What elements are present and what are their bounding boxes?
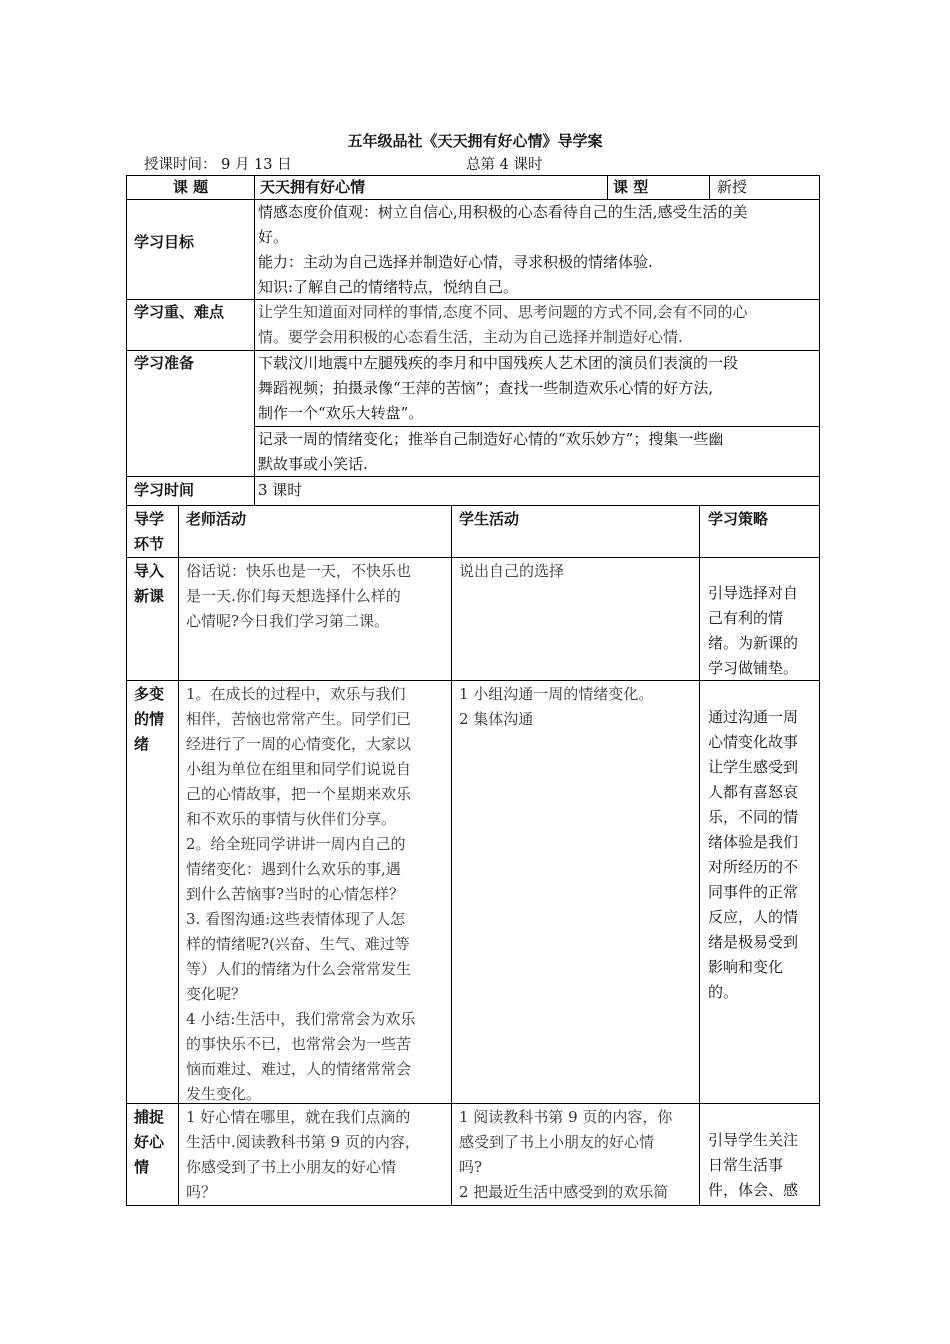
strategy-line: 对所经历的不 <box>708 858 799 876</box>
strategy-line: 人都有喜怒哀 <box>708 783 799 801</box>
stage-line: 捕捉 <box>134 1108 165 1126</box>
col-stage-line: 导学 <box>134 510 165 528</box>
student-line: 2 集体沟通 <box>459 710 534 728</box>
row-strategy <box>708 705 820 1005</box>
strategy-line: 乐，不同的情 <box>708 808 799 826</box>
strategy-line: 同事件的正常 <box>708 883 799 901</box>
strategy-line: 学习做铺垫。 <box>708 659 799 677</box>
prep-label: 学习准备 <box>134 354 195 372</box>
teacher-line: 3. 看图沟通:这些表情体现了人怎 <box>186 910 406 928</box>
keypoints-label: 学习重、难点 <box>134 303 225 321</box>
goals-content <box>258 200 820 299</box>
stage-line: 多变 <box>134 685 165 703</box>
row-stage <box>134 682 178 757</box>
keypoints-line: 让学生知道面对同样的事情,态度不同、思考问题的方式不同,会有不同的心 <box>258 303 748 321</box>
stage-line: 情 <box>134 1158 150 1176</box>
col-stage-header <box>134 507 178 557</box>
teacher-line: 等）人们的情绪为什么会常常发生 <box>186 960 412 978</box>
teacher-line: 恼而难过、难过，人的情绪常常会 <box>186 1060 412 1078</box>
row-strategy <box>708 1128 820 1203</box>
student-line: 吗? <box>459 1158 483 1176</box>
document-title: 五年级品社《天天拥有好心情》导学案 <box>347 132 603 150</box>
student-line: 说出自己的选择 <box>459 562 565 580</box>
goals-line: 情感态度价值观：树立自信心,用积极的心态看待自己的生活,感受生活的美 <box>258 203 748 221</box>
strategy-line: 绪。为新课的 <box>708 634 799 652</box>
stage-line: 好心 <box>134 1133 165 1151</box>
prep-line: 默故事或小笑话. <box>258 455 368 473</box>
prep-line: 舞蹈视频；拍摄录像“王萍的苦恼”；查找一些制造欢乐心情的好方法, <box>258 379 714 397</box>
strategy-line: 日常生活事 <box>708 1156 784 1174</box>
teacher-line: 生活中.阅读教科书第 9 页的内容， <box>186 1133 420 1151</box>
teacher-line: 变化呢？ <box>186 985 247 1003</box>
strategy-line: 的。 <box>708 983 739 1001</box>
row-stage <box>134 1105 178 1180</box>
student-line: 2 把最近生活中感受到的欢乐简 <box>459 1183 669 1201</box>
lesson-date: 授课时间： 9 月 13 日 <box>144 157 292 173</box>
col-strategy-header: 学习策略 <box>708 510 769 528</box>
topic-value: 天天拥有好心情 <box>260 178 366 196</box>
time-label: 学习时间 <box>134 481 195 499</box>
row-teacher <box>186 1105 450 1205</box>
teacher-line: 到什么苦恼事?当时的心情怎样？ <box>186 885 405 903</box>
goals-line: 知识:了解自己的情绪特点，悦纳自己。 <box>258 278 519 296</box>
strategy-line: 影响和变化 <box>708 958 784 976</box>
keypoints-line: 情。要学会用积极的心态看生活，主动为自己选择并制造好心情. <box>258 328 683 346</box>
teacher-line: 4 小结:生活中，我们常常会为欢乐 <box>186 1010 416 1028</box>
row-student <box>459 1105 697 1205</box>
stage-line: 的情 <box>134 710 165 728</box>
col-stage-line: 环节 <box>134 535 165 553</box>
goals-line: 能力：主动为自己选择并制造好心情，寻求积极的情绪体验. <box>258 253 653 271</box>
row-teacher <box>186 559 450 634</box>
topic-label: 课 题 <box>172 178 209 196</box>
teacher-line: 1 好心情在哪里，就在我们点滴的 <box>186 1108 411 1126</box>
strategy-line: 让学生感受到 <box>708 758 799 776</box>
strategy-line: 通过沟通一周 <box>708 708 799 726</box>
strategy-line: 件，体会、感 <box>708 1181 799 1199</box>
prep-materials-teacher <box>258 351 820 426</box>
student-line: 感受到了书上小朋友的好心情 <box>459 1133 655 1151</box>
prep-line: 制作一个“欢乐大转盘”。 <box>258 404 424 422</box>
row-stage <box>134 559 178 609</box>
teacher-line: 己的心情故事，把一个星期来欢乐 <box>186 785 412 803</box>
stage-line: 绪 <box>134 735 150 753</box>
prep-line: 下载汶川地震中左腿残疾的李月和中国残疾人艺术团的演员们表演的一段 <box>258 354 739 372</box>
col-student-header: 学生活动 <box>459 510 520 528</box>
strategy-line: 反应，人的情 <box>708 908 799 926</box>
time-value: 3 课时 <box>258 481 303 499</box>
col-teacher-header: 老师活动 <box>186 510 247 528</box>
teacher-line: 1。在成长的过程中，欢乐与我们 <box>186 685 406 703</box>
teacher-line: 和不欢乐的事情与伙伴们分享。 <box>186 810 397 828</box>
teacher-line: 俗话说：快乐也是一天，不快乐也 <box>186 562 412 580</box>
type-value: 新授 <box>717 178 748 196</box>
prep-line: 记录一周的情绪变化；推举自己制造好心情的“欢乐妙方”；搜集一些幽 <box>258 430 724 448</box>
row-student <box>459 682 697 732</box>
stage-line: 新课 <box>134 587 165 605</box>
teacher-line: 你感受到了书上小朋友的好心情 <box>186 1158 397 1176</box>
strategy-line: 心情变化故事 <box>708 733 799 751</box>
student-line: 1 阅读教科书第 9 页的内容，你 <box>459 1108 673 1126</box>
strategy-line: 绪体验是我们 <box>708 833 799 851</box>
teacher-line: 经进行了一周的心情变化，大家以 <box>186 735 412 753</box>
teacher-line: 情绪变化：遇到什么欢乐的事,遇 <box>186 860 401 878</box>
lesson-count: 总第 4 课时 <box>466 157 543 173</box>
goals-line: 好。 <box>258 228 289 246</box>
teacher-line: 相伴，苦恼也常常产生。同学们已 <box>186 710 412 728</box>
teacher-line: 样的情绪呢?(兴奋、生气、难过等 <box>186 935 410 953</box>
teacher-line: 是一天.你们每天想选择什么样的 <box>186 587 401 605</box>
student-line: 1 小组沟通一周的情绪变化。 <box>459 685 654 703</box>
teacher-line: 2。给全班同学讲讲一周内自己的 <box>186 835 406 853</box>
strategy-line: 引导选择对自 <box>708 584 799 602</box>
teacher-line: 心情呢?今日我们学习第二课。 <box>186 612 390 630</box>
strategy-line: 己有利的情 <box>708 609 784 627</box>
row-student <box>459 559 697 584</box>
prep-materials-student <box>258 427 820 476</box>
row-strategy <box>708 581 820 681</box>
stage-line: 导入 <box>134 562 165 580</box>
row-teacher <box>186 682 450 1107</box>
keypoints-content <box>258 300 820 350</box>
teacher-line: 吗？ <box>186 1183 217 1201</box>
strategy-line: 绪是极易受到 <box>708 933 799 951</box>
goals-label: 学习目标 <box>134 233 195 251</box>
teacher-line: 发生变化。 <box>186 1085 262 1103</box>
strategy-line: 引导学生关注 <box>708 1131 799 1149</box>
teacher-line: 小组为单位在组里和同学们说说自 <box>186 760 412 778</box>
teacher-line: 的事快乐不已，也常常会为一些苦 <box>186 1035 412 1053</box>
type-label: 课 型 <box>613 178 649 196</box>
